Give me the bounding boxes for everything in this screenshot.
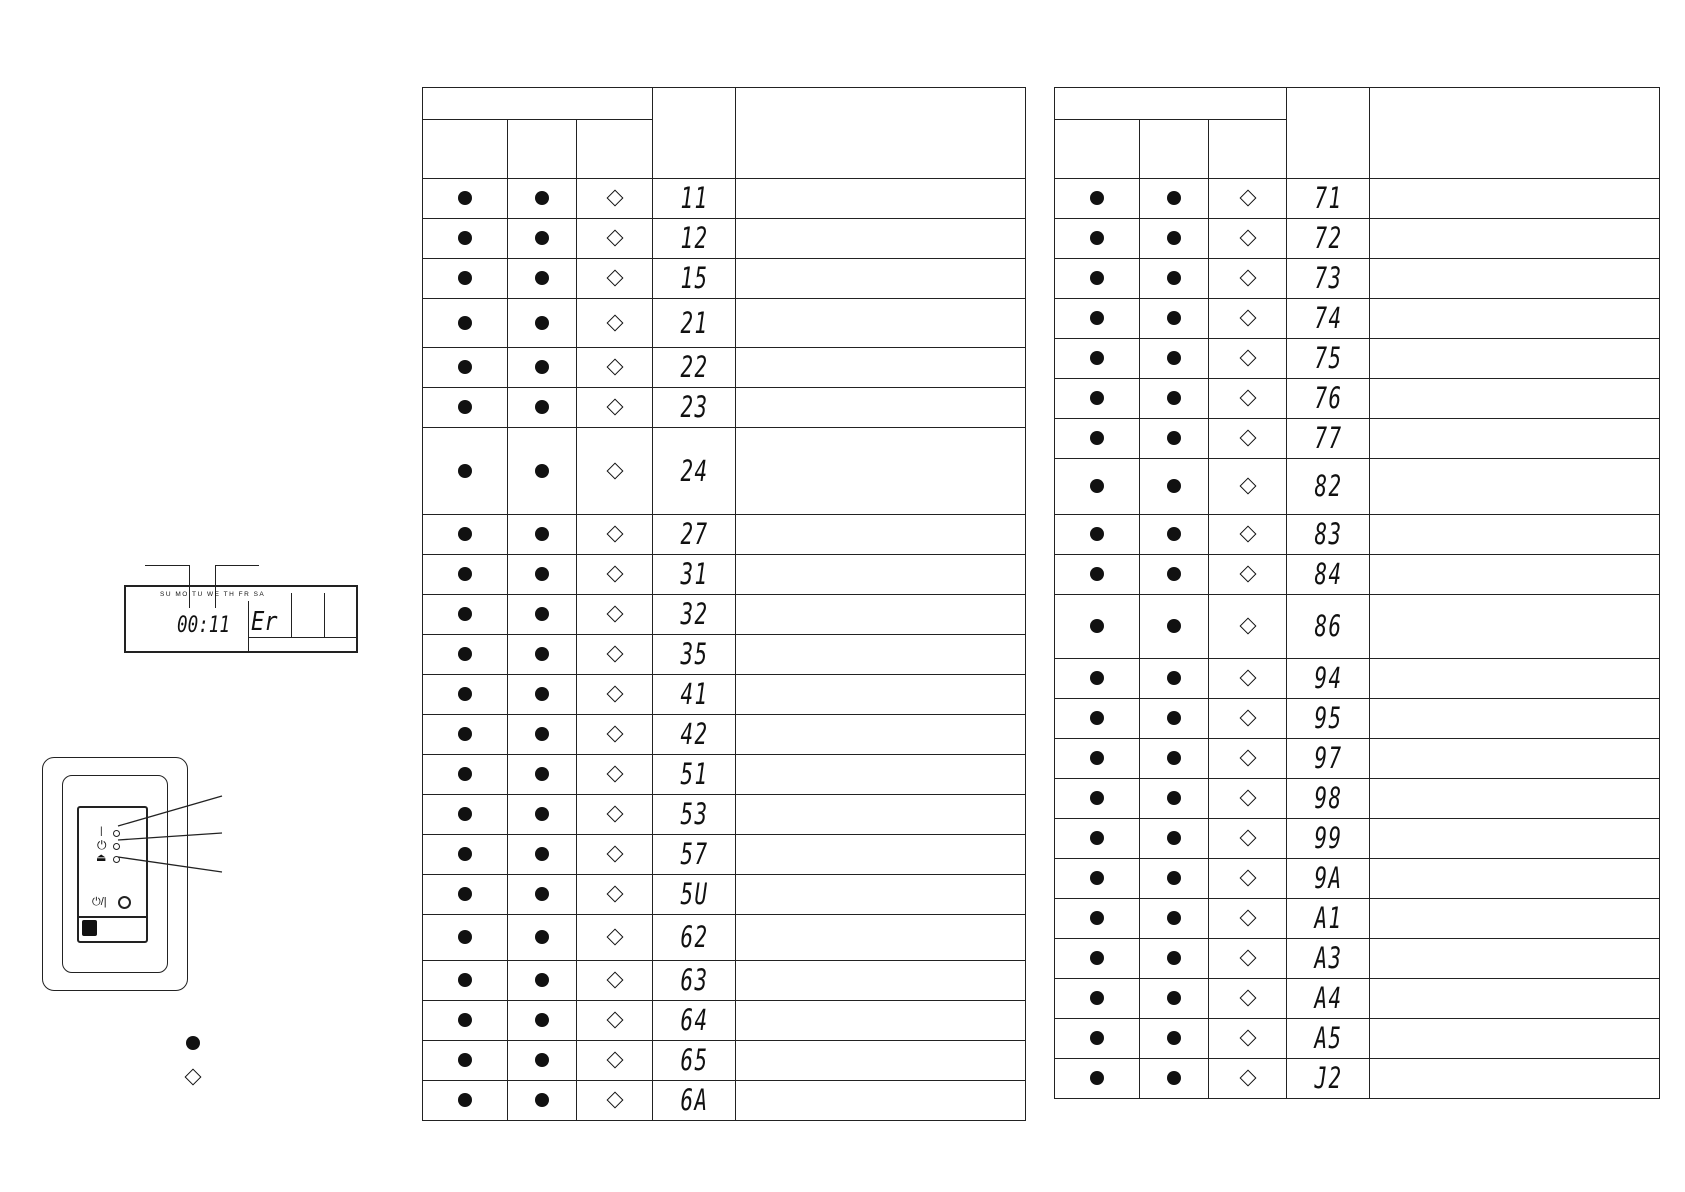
error-code: 97 xyxy=(1313,741,1343,775)
error-code: 65 xyxy=(679,1043,709,1077)
error-code: 57 xyxy=(679,837,709,871)
error-code: 22 xyxy=(679,350,709,384)
error-code: 98 xyxy=(1313,781,1343,815)
error-code: 42 xyxy=(679,717,709,751)
error-code: 99 xyxy=(1313,821,1343,855)
lcd-weekdays: SU MO TU WE TH FR SA xyxy=(160,591,266,598)
error-code: 72 xyxy=(1313,221,1343,255)
error-code: A4 xyxy=(1313,981,1343,1015)
error-code: 9A xyxy=(1313,861,1343,895)
error-code: 31 xyxy=(679,557,709,591)
error-code: 94 xyxy=(1313,661,1343,695)
error-code: 51 xyxy=(679,757,709,791)
error-code: 41 xyxy=(679,677,709,711)
error-code: 32 xyxy=(679,597,709,631)
error-code: 15 xyxy=(679,261,709,295)
error-code: 71 xyxy=(1313,181,1343,215)
legend-dot-symbol xyxy=(186,1036,200,1050)
error-code: 5U xyxy=(679,877,709,911)
error-code: J2 xyxy=(1313,1061,1343,1095)
error-code: 76 xyxy=(1313,381,1343,415)
error-code: 11 xyxy=(679,181,709,215)
error-code: A1 xyxy=(1313,901,1343,935)
error-code: 64 xyxy=(679,1003,709,1037)
lcd-time: 00:11 xyxy=(177,613,230,638)
operation-indicator-label: | xyxy=(100,826,103,837)
error-code: 35 xyxy=(679,637,709,671)
error-code: 86 xyxy=(1313,609,1343,643)
error-code: 95 xyxy=(1313,701,1343,735)
error-code: 77 xyxy=(1313,421,1343,455)
error-code: 27 xyxy=(679,517,709,551)
error-code: 62 xyxy=(679,920,709,954)
error-code: 12 xyxy=(679,221,709,255)
error-code: 21 xyxy=(679,305,709,340)
error-code: 23 xyxy=(679,390,709,424)
timer-icon: ⏻ xyxy=(97,838,107,852)
lcd-error-indicator: Er xyxy=(251,607,278,637)
power-icon: ⏻/| xyxy=(92,896,107,908)
error-code: 83 xyxy=(1313,517,1343,551)
error-code: 6A xyxy=(679,1083,709,1117)
error-code: 84 xyxy=(1313,557,1343,591)
error-code: 24 xyxy=(679,453,709,488)
filter-icon: ⏏ xyxy=(96,852,107,864)
error-code: A3 xyxy=(1313,941,1343,975)
error-code: 53 xyxy=(679,797,709,831)
error-code: A5 xyxy=(1313,1021,1343,1055)
error-code: 63 xyxy=(679,963,709,997)
error-code: 73 xyxy=(1313,261,1343,295)
error-code: 74 xyxy=(1313,301,1343,335)
error-code: 75 xyxy=(1313,341,1343,375)
error-code: 82 xyxy=(1313,469,1343,503)
